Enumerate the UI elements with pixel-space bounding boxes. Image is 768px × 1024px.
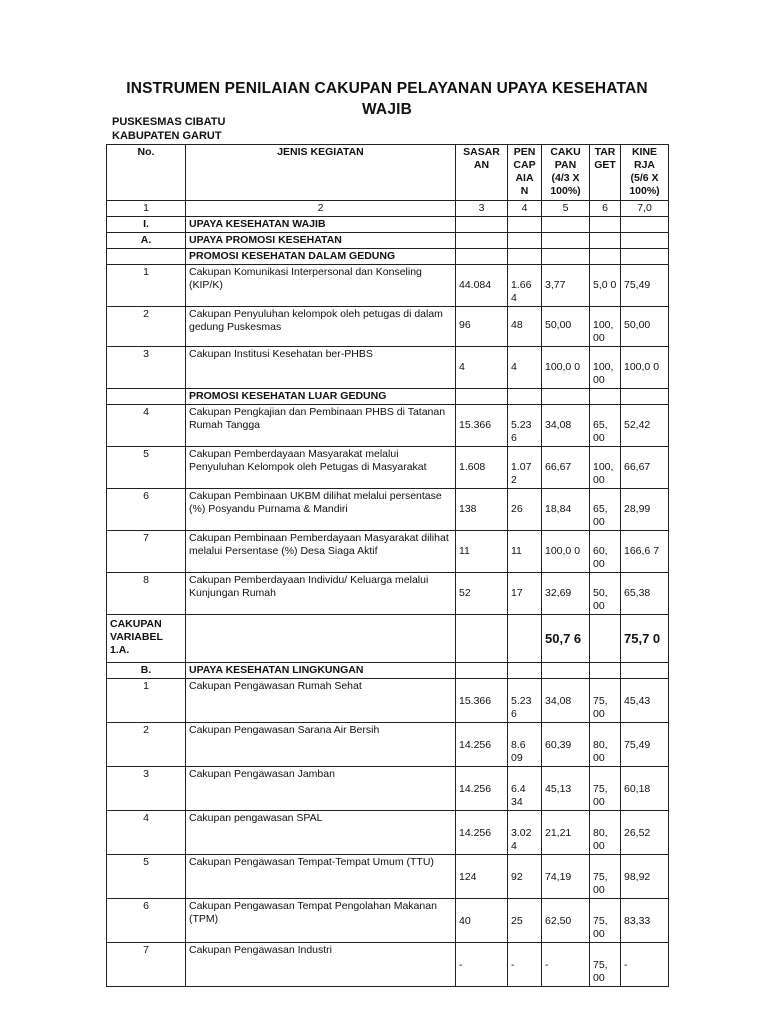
row-pencapaian: 4	[508, 347, 542, 389]
row-kegiatan: Cakupan Pemberdayaan Masyarakat melalui Penyuluhan Kelompok oleh Petugas di Masyarakat	[186, 447, 456, 489]
row-pencapaian: 1.07 2	[508, 447, 542, 489]
row-kegiatan: Cakupan Penyuluhan kelompok oleh petugas di dalam gedung Puskesmas	[186, 307, 456, 347]
row-sasaran: -	[456, 943, 508, 987]
row-kegiatan: Cakupan Pembinaan UKBM dilihat melalui persentase (%) Posyandu Purnama & Mandiri	[186, 489, 456, 531]
row-sasaran: 138	[456, 489, 508, 531]
row-cakupan: 18,84	[542, 489, 590, 531]
row-sasaran: 15.366	[456, 405, 508, 447]
row-target: 100, 00	[590, 347, 621, 389]
row-cakupan: 21,21	[542, 811, 590, 855]
row-kinerja: 66,67	[621, 447, 669, 489]
section-row-a	[107, 233, 669, 249]
row-pencapaian: 1.66 4	[508, 265, 542, 307]
header-cakupan: CAKU PAN (4/3 X 100%)	[542, 145, 590, 201]
row-kinerja: 65,38	[621, 573, 669, 615]
row-pencapaian: 25	[508, 899, 542, 943]
section-label: UPAYA KESEHATAN WAJIB	[186, 217, 456, 233]
row-target: 100, 00	[590, 447, 621, 489]
row-number: 6	[107, 489, 186, 531]
row-target: 60, 00	[590, 531, 621, 573]
row-cakupan: 34,08	[542, 405, 590, 447]
row-target: 65, 00	[590, 489, 621, 531]
row-sasaran: 44.084	[456, 265, 508, 307]
table-row	[107, 447, 669, 489]
row-kinerja: 100,0 0	[621, 347, 669, 389]
section-row-i	[107, 217, 669, 233]
row-cakupan: -	[542, 943, 590, 987]
row-sasaran: 124	[456, 855, 508, 899]
variabel-label: CAKUPAN VARIABEL 1.A.	[107, 615, 186, 663]
colnum-6: 6	[590, 201, 621, 217]
variabel-cakupan: 50,7 6	[542, 615, 590, 663]
row-number: 1	[107, 679, 186, 723]
row-pencapaian: 5.23 6	[508, 405, 542, 447]
row-cakupan: 100,0 0	[542, 347, 590, 389]
header-target: TAR GET	[590, 145, 621, 201]
row-kegiatan: Cakupan Pengkajian dan Pembinaan PHBS di Tatanan Rumah Tangga	[186, 405, 456, 447]
row-sasaran: 52	[456, 573, 508, 615]
table-row	[107, 811, 669, 855]
row-sasaran: 15.366	[456, 679, 508, 723]
row-pencapaian: 48	[508, 307, 542, 347]
kabupaten-name: KABUPATEN GARUT	[112, 130, 222, 142]
table-row	[107, 531, 669, 573]
table-row	[107, 489, 669, 531]
table-row	[107, 405, 669, 447]
row-kegiatan: Cakupan Pemberdayaan Individu/ Keluarga melalui Kunjungan Rumah	[186, 573, 456, 615]
row-kegiatan: Cakupan Pengawasan Jamban	[186, 767, 456, 811]
section-label: UPAYA KESEHATAN LINGKUNGAN	[186, 663, 456, 679]
row-number: 2	[107, 307, 186, 347]
row-pencapaian: 17	[508, 573, 542, 615]
row-cakupan: 66,67	[542, 447, 590, 489]
row-kinerja: 166,6 7	[621, 531, 669, 573]
row-sasaran: 96	[456, 307, 508, 347]
row-cakupan: 3,77	[542, 265, 590, 307]
row-cakupan: 100,0 0	[542, 531, 590, 573]
row-pencapaian: 6.4 34	[508, 767, 542, 811]
row-kegiatan: Cakupan Institusi Kesehatan ber-PHBS	[186, 347, 456, 389]
row-kinerja: 83,33	[621, 899, 669, 943]
row-target: 75, 00	[590, 767, 621, 811]
row-pencapaian: 11	[508, 531, 542, 573]
row-number: 8	[107, 573, 186, 615]
row-kinerja: 26,52	[621, 811, 669, 855]
row-kegiatan: Cakupan Pengawasan Rumah Sehat	[186, 679, 456, 723]
row-kegiatan: Cakupan Pengawasan Tempat Pengolahan Makanan (TPM)	[186, 899, 456, 943]
table-row	[107, 767, 669, 811]
colnum-2: 2	[186, 201, 456, 217]
table-row	[107, 347, 669, 389]
row-pencapaian: -	[508, 943, 542, 987]
row-pencapaian: 8.6 09	[508, 723, 542, 767]
document-title: INSTRUMEN PENILAIAN CAKUPAN PELAYANAN UPAYA KESEHATAN WAJIB	[126, 80, 648, 118]
row-number: 7	[107, 531, 186, 573]
section-number: A.	[107, 233, 186, 249]
row-number: 4	[107, 811, 186, 855]
puskesmas-name: PUSKESMAS CIBATU	[112, 116, 226, 128]
row-target: 50, 00	[590, 573, 621, 615]
section-number: B.	[107, 663, 186, 679]
row-target: 5,0 0	[590, 265, 621, 307]
colnum-5: 5	[542, 201, 590, 217]
section-number	[107, 389, 186, 405]
row-number: 7	[107, 943, 186, 987]
row-number: 1	[107, 265, 186, 307]
row-kinerja: 28,99	[621, 489, 669, 531]
colnum-4: 4	[508, 201, 542, 217]
row-target: 65, 00	[590, 405, 621, 447]
row-kinerja: 75,49	[621, 723, 669, 767]
header-jenis-kegiatan: JENIS KEGIATAN	[186, 145, 456, 201]
row-cakupan: 74,19	[542, 855, 590, 899]
table-row	[107, 723, 669, 767]
subsection-row-luar-gedung	[107, 389, 669, 405]
section-row-b	[107, 663, 669, 679]
row-target: 75, 00	[590, 855, 621, 899]
row-cakupan: 34,08	[542, 679, 590, 723]
colnum-7: 7,0	[621, 201, 669, 217]
section-label: UPAYA PROMOSI KESEHATAN	[186, 233, 456, 249]
row-number: 3	[107, 767, 186, 811]
row-target: 75, 00	[590, 899, 621, 943]
section-number: I.	[107, 217, 186, 233]
header-no: No.	[107, 145, 186, 201]
row-cakupan: 32,69	[542, 573, 590, 615]
row-number: 5	[107, 855, 186, 899]
row-target: 75, 00	[590, 943, 621, 987]
row-sasaran: 1.608	[456, 447, 508, 489]
table-row	[107, 307, 669, 347]
row-pencapaian: 5.23 6	[508, 679, 542, 723]
table-row	[107, 573, 669, 615]
row-cakupan: 50,00	[542, 307, 590, 347]
table-row	[107, 265, 669, 307]
row-kinerja: -	[621, 943, 669, 987]
cakupan-variabel-row	[107, 615, 669, 663]
colnum-3: 3	[456, 201, 508, 217]
row-kinerja: 45,43	[621, 679, 669, 723]
colnum-1: 1	[107, 201, 186, 217]
row-pencapaian: 3.02 4	[508, 811, 542, 855]
row-kinerja: 75,49	[621, 265, 669, 307]
row-sasaran: 14.256	[456, 723, 508, 767]
row-pencapaian: 92	[508, 855, 542, 899]
row-cakupan: 62,50	[542, 899, 590, 943]
table-row	[107, 943, 669, 987]
row-sasaran: 11	[456, 531, 508, 573]
row-kegiatan: Cakupan Pengawasan Tempat-Tempat Umum (TTU)	[186, 855, 456, 899]
table-row	[107, 679, 669, 723]
row-number: 4	[107, 405, 186, 447]
row-target: 80, 00	[590, 811, 621, 855]
row-number: 6	[107, 899, 186, 943]
header-kinerja: KINE RJA (5/6 X 100%)	[621, 145, 669, 201]
row-cakupan: 60,39	[542, 723, 590, 767]
row-target: 75, 00	[590, 679, 621, 723]
row-target: 100, 00	[590, 307, 621, 347]
row-kinerja: 50,00	[621, 307, 669, 347]
row-kinerja: 52,42	[621, 405, 669, 447]
section-label: PROMOSI KESEHATAN LUAR GEDUNG	[186, 389, 456, 405]
row-kegiatan: Cakupan pengawasan SPAL	[186, 811, 456, 855]
table-row	[107, 899, 669, 943]
row-sasaran: 4	[456, 347, 508, 389]
row-sasaran: 14.256	[456, 811, 508, 855]
subsection-row-dalam-gedung	[107, 249, 669, 265]
variabel-kinerja: 75,7 0	[621, 615, 669, 663]
row-kinerja: 98,92	[621, 855, 669, 899]
header-row	[107, 145, 669, 201]
header-sasaran: SASAR AN	[456, 145, 508, 201]
row-kinerja: 60,18	[621, 767, 669, 811]
row-cakupan: 45,13	[542, 767, 590, 811]
coverage-table	[106, 144, 669, 987]
row-kegiatan: Cakupan Pengawasan Industri	[186, 943, 456, 987]
row-number: 2	[107, 723, 186, 767]
table-row	[107, 855, 669, 899]
row-kegiatan: Cakupan Pengawasan Sarana Air Bersih	[186, 723, 456, 767]
row-kegiatan: Cakupan Pembinaan Pemberdayaan Masyarakat dilihat melalui Persentase (%) Desa Siaga Aktif	[186, 531, 456, 573]
row-pencapaian: 26	[508, 489, 542, 531]
row-sasaran: 40	[456, 899, 508, 943]
row-number: 3	[107, 347, 186, 389]
column-number-row	[107, 201, 669, 217]
row-kegiatan: Cakupan Komunikasi Interpersonal dan Konseling (KIP/K)	[186, 265, 456, 307]
row-target: 80, 00	[590, 723, 621, 767]
header-pencapaian: PEN CAP AIA N	[508, 145, 542, 201]
row-number: 5	[107, 447, 186, 489]
row-sasaran: 14.256	[456, 767, 508, 811]
subsection-label: PROMOSI KESEHATAN DALAM GEDUNG	[186, 249, 456, 265]
